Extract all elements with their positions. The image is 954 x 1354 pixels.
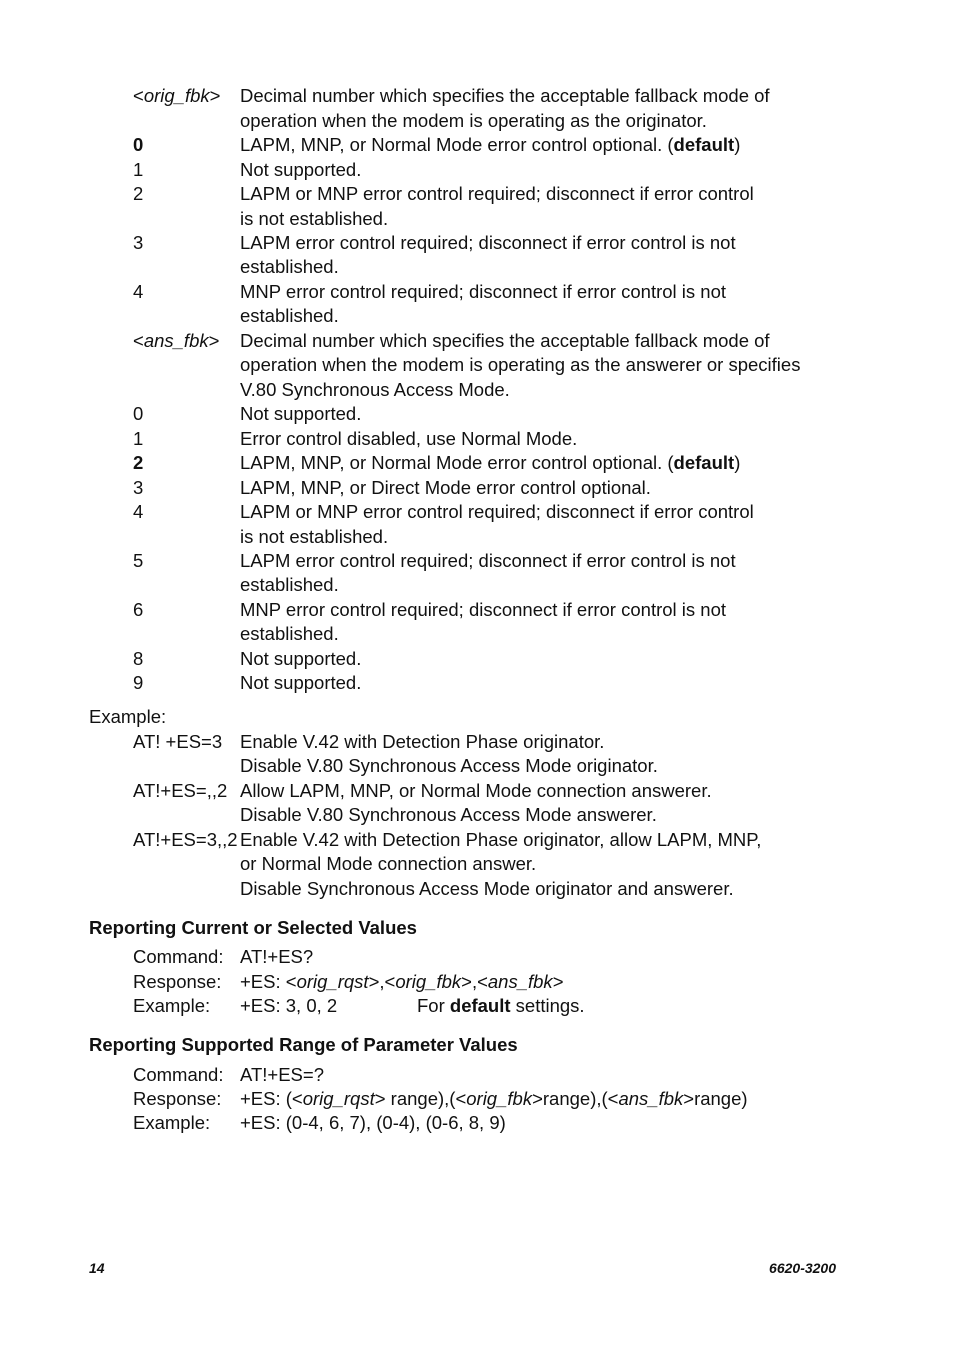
value-desc: established. xyxy=(240,574,339,595)
value-desc: LAPM, MNP, or Direct Mode error control optional. xyxy=(240,477,651,498)
note-text: For xyxy=(417,995,450,1016)
param-desc: V.80 Synchronous Access Mode. xyxy=(240,379,510,400)
response-text: > xyxy=(552,971,564,992)
param-name: orig_fbk xyxy=(466,1088,533,1109)
command-label: Command: xyxy=(133,1064,224,1085)
page-number: 14 xyxy=(89,1260,105,1276)
value-desc: Not supported. xyxy=(240,648,362,669)
example-label: Example: xyxy=(89,706,167,727)
gt: > xyxy=(209,85,221,106)
param-name: orig_fbk xyxy=(395,971,462,992)
param-orig-fbk xyxy=(133,84,220,108)
default-word: default xyxy=(449,995,511,1016)
value-tail: ) xyxy=(734,134,741,155)
lt: < xyxy=(133,85,144,106)
example-desc: Enable V.42 with Detection Phase originator, allow LAPM, MNP, xyxy=(240,829,762,850)
response-label: Response: xyxy=(133,971,222,992)
param-name: ans_fbk xyxy=(487,971,553,992)
value-desc: established. xyxy=(240,305,339,326)
value-key: 0 xyxy=(133,403,144,424)
example-desc: Disable Synchronous Access Mode originator and answerer. xyxy=(240,878,734,899)
value-desc: established. xyxy=(240,256,339,277)
param-desc: operation when the modem is operating as the originator. xyxy=(240,110,707,131)
section-heading-range: Reporting Supported Range of Parameter Values xyxy=(89,1034,518,1055)
response-text: >range) xyxy=(683,1088,748,1109)
value-desc: MNP error control required; disconnect if error control is not xyxy=(240,281,726,302)
response-text: >,< xyxy=(368,971,396,992)
value-key: 8 xyxy=(133,648,144,669)
param-desc: Decimal number which specifies the acceptable fallback mode of xyxy=(240,330,770,351)
example-command: AT!+ES=,,2 xyxy=(133,780,228,801)
param-name: orig_fbk xyxy=(143,85,210,106)
value-desc: Not supported. xyxy=(240,672,362,693)
value-desc xyxy=(240,133,740,157)
value-desc: is not established. xyxy=(240,526,389,547)
value-key: 1 xyxy=(133,428,144,449)
response-label: Response: xyxy=(133,1088,222,1109)
example-desc: Allow LAPM, MNP, or Normal Mode connection answerer. xyxy=(240,780,712,801)
command-label: Command: xyxy=(133,946,224,967)
value-key: 4 xyxy=(133,501,144,522)
example-desc: Disable V.80 Synchronous Access Mode originator. xyxy=(240,755,658,776)
example-value: +ES: 3, 0, 2 xyxy=(240,995,338,1016)
example-command: AT! +ES=3 xyxy=(133,731,223,752)
example-desc: Enable V.42 with Detection Phase originator. xyxy=(240,731,605,752)
response-text: >,< xyxy=(461,971,488,992)
command-value: AT!+ES=? xyxy=(240,1064,324,1085)
value-text: LAPM, MNP, or Normal Mode error control optional. ( xyxy=(240,452,674,473)
value-desc: is not established. xyxy=(240,208,389,229)
response-text: +ES: (< xyxy=(240,1088,303,1109)
value-desc xyxy=(240,451,740,475)
value-key: 0 xyxy=(133,134,144,155)
value-desc: LAPM error control required; disconnect if error control is not xyxy=(240,550,736,571)
value-desc: LAPM or MNP error control required; disconnect if error control xyxy=(240,183,754,204)
value-key: 9 xyxy=(133,672,144,693)
param-name: ans_fbk xyxy=(143,330,209,351)
lt: < xyxy=(133,330,144,351)
value-key: 2 xyxy=(133,452,144,473)
example-desc: Disable V.80 Synchronous Access Mode answerer. xyxy=(240,804,657,825)
param-name: orig_rqst xyxy=(296,971,369,992)
section-heading-current: Reporting Current or Selected Values xyxy=(89,917,417,938)
value-text: LAPM, MNP, or Normal Mode error control optional. ( xyxy=(240,134,674,155)
value-key: 5 xyxy=(133,550,144,571)
value-tail: ) xyxy=(734,452,741,473)
value-desc: MNP error control required; disconnect if error control is not xyxy=(240,599,726,620)
example-label: Example: xyxy=(133,1112,211,1133)
value-key: 3 xyxy=(133,232,144,253)
example-note xyxy=(417,994,585,1018)
value-key: 3 xyxy=(133,477,144,498)
value-desc: Not supported. xyxy=(240,159,362,180)
param-name: ans_fbk xyxy=(618,1088,684,1109)
gt: > xyxy=(208,330,220,351)
example-desc: or Normal Mode connection answer. xyxy=(240,853,537,874)
param-name: orig_rqst xyxy=(302,1088,375,1109)
param-desc: operation when the modem is operating as the answerer or specifies xyxy=(240,354,801,375)
response-value xyxy=(240,970,564,994)
example-value: +ES: (0-4, 6, 7), (0-4), (0-6, 8, 9) xyxy=(240,1112,506,1133)
value-desc: LAPM error control required; disconnect if error control is not xyxy=(240,232,736,253)
response-text: >range),(< xyxy=(532,1088,619,1109)
default-word: default xyxy=(673,134,735,155)
value-desc: Not supported. xyxy=(240,403,362,424)
note-text: settings. xyxy=(510,995,585,1016)
default-word: default xyxy=(673,452,735,473)
value-key: 2 xyxy=(133,183,144,204)
value-desc: Error control disabled, use Normal Mode. xyxy=(240,428,578,449)
value-key: 4 xyxy=(133,281,144,302)
doc-number: 6620-3200 xyxy=(769,1260,836,1276)
value-desc: LAPM or MNP error control required; disconnect if error control xyxy=(240,501,754,522)
example-command: AT!+ES=3,,2 xyxy=(133,829,238,850)
value-desc: established. xyxy=(240,623,339,644)
value-key: 1 xyxy=(133,159,144,180)
response-value xyxy=(240,1087,748,1111)
command-value: AT!+ES? xyxy=(240,946,314,967)
example-label: Example: xyxy=(133,995,211,1016)
response-text: +ES: < xyxy=(240,971,297,992)
param-desc: Decimal number which specifies the acceptable fallback mode of xyxy=(240,85,770,106)
param-ans-fbk xyxy=(133,329,219,353)
value-key: 6 xyxy=(133,599,144,620)
response-text: > range),(< xyxy=(374,1088,467,1109)
